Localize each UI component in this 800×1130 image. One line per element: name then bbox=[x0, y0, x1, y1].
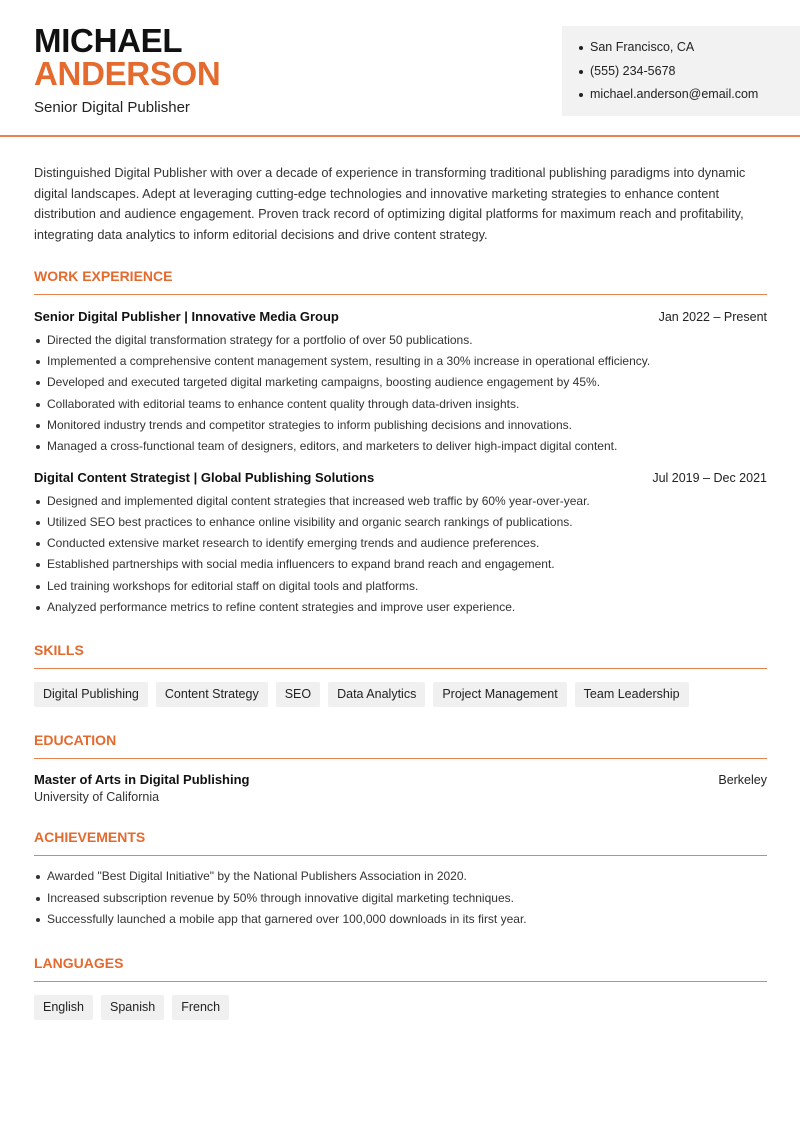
job-bullet: Monitored industry trends and competitor strategies to inform publishing decisions and innovations. bbox=[34, 415, 767, 436]
language-tag: Spanish bbox=[101, 995, 164, 1020]
job-bullet: Directed the digital transformation strategy for a portfolio of over 50 publications. bbox=[34, 330, 767, 351]
section-title-achievements: ACHIEVEMENTS bbox=[34, 829, 767, 856]
job-title-company: Senior Digital Publisher | Innovative Media Group bbox=[34, 308, 339, 324]
degree: Master of Arts in Digital Publishing bbox=[34, 772, 250, 788]
education-entry bbox=[34, 772, 767, 804]
job-bullets bbox=[34, 330, 767, 458]
contact-email[interactable]: michael.anderson@email.com bbox=[579, 83, 800, 107]
section-title-languages: LANGUAGES bbox=[34, 955, 767, 982]
skill-tag: Data Analytics bbox=[328, 682, 425, 707]
contact-phone: (555) 234-5678 bbox=[579, 60, 800, 84]
last-name: ANDERSON bbox=[34, 55, 221, 92]
resume-header bbox=[0, 0, 800, 137]
job-bullet: Conducted extensive market research to identify emerging trends and audience preferences. bbox=[34, 533, 767, 554]
education-header bbox=[34, 772, 767, 787]
job-header bbox=[34, 470, 767, 485]
job-bullet: Managed a cross-functional team of designers, editors, and marketers to deliver high-impact digital content. bbox=[34, 436, 767, 457]
job-bullet: Led training workshops for editorial staff on digital tools and platforms. bbox=[34, 576, 767, 597]
section-title-skills: SKILLS bbox=[34, 642, 767, 669]
skill-tag: Team Leadership bbox=[575, 682, 689, 707]
contact-location: San Francisco, CA bbox=[579, 36, 800, 60]
achievement-item: Increased subscription revenue by 50% through innovative digital marketing techniques. bbox=[34, 888, 767, 909]
job-bullet: Established partnerships with social media influencers to expand brand reach and engagement. bbox=[34, 554, 767, 575]
job-header bbox=[34, 309, 767, 324]
skills-list bbox=[34, 682, 767, 707]
language-tag: English bbox=[34, 995, 93, 1020]
work-experience-section bbox=[34, 268, 767, 619]
candidate-name bbox=[34, 24, 220, 90]
job-title: Senior Digital Publisher bbox=[34, 99, 190, 116]
skills-section bbox=[34, 642, 767, 707]
skill-tag: Content Strategy bbox=[156, 682, 268, 707]
skill-tag: Project Management bbox=[433, 682, 566, 707]
job-dates: Jan 2022 – Present bbox=[658, 309, 767, 324]
achievements-section bbox=[34, 829, 767, 930]
job-bullet: Utilized SEO best practices to enhance online visibility and organic search rankings of publications. bbox=[34, 512, 767, 533]
achievements-list bbox=[34, 866, 767, 930]
education-location: Berkeley bbox=[718, 773, 767, 788]
profile-summary: Distinguished Digital Publisher with over a decade of experience in transforming traditional publishing paradigms into dynamic digital landscapes. Adept at leveraging cutting-edge technologies and innovative marketing strategies to enhance content distribution and audience engagement. Proven track record of optimizing digital platforms for maximum reach and profitability, integrating data analytics to inform editorial decisions and drive content strategy. bbox=[34, 165, 746, 243]
first-name: MICHAEL bbox=[34, 22, 183, 59]
job-bullet: Developed and executed targeted digital marketing campaigns, boosting audience engagement by 45%. bbox=[34, 372, 767, 393]
job-title-company: Digital Content Strategist | Global Publishing Solutions bbox=[34, 469, 375, 485]
job-dates: Jul 2019 – Dec 2021 bbox=[652, 470, 767, 485]
skill-tag: Digital Publishing bbox=[34, 682, 148, 707]
job-bullet: Designed and implemented digital content strategies that increased web traffic by 60% year-over-year. bbox=[34, 491, 767, 512]
skill-tag: SEO bbox=[276, 682, 320, 707]
resume-body bbox=[34, 137, 767, 1020]
school-name: University of California bbox=[34, 790, 160, 805]
job-bullet: Implemented a comprehensive content management system, resulting in a 30% increase in operational efficiency. bbox=[34, 351, 767, 372]
section-title-work: WORK EXPERIENCE bbox=[34, 268, 767, 295]
section-title-education: EDUCATION bbox=[34, 732, 767, 759]
contact-panel bbox=[562, 26, 800, 116]
job-entry bbox=[34, 470, 767, 619]
achievement-item: Awarded "Best Digital Initiative" by the National Publishers Association in 2020. bbox=[34, 866, 767, 887]
education-section bbox=[34, 732, 767, 804]
job-entry bbox=[34, 309, 767, 458]
language-tag: French bbox=[172, 995, 229, 1020]
job-bullet: Collaborated with editorial teams to enhance content quality through data-driven insights. bbox=[34, 394, 767, 415]
job-bullet: Analyzed performance metrics to refine content strategies and improve user experience. bbox=[34, 597, 767, 618]
languages-section bbox=[34, 955, 767, 1020]
job-bullets bbox=[34, 491, 767, 619]
achievement-item: Successfully launched a mobile app that garnered over 100,000 downloads in its first year. bbox=[34, 909, 767, 930]
languages-list bbox=[34, 995, 767, 1020]
